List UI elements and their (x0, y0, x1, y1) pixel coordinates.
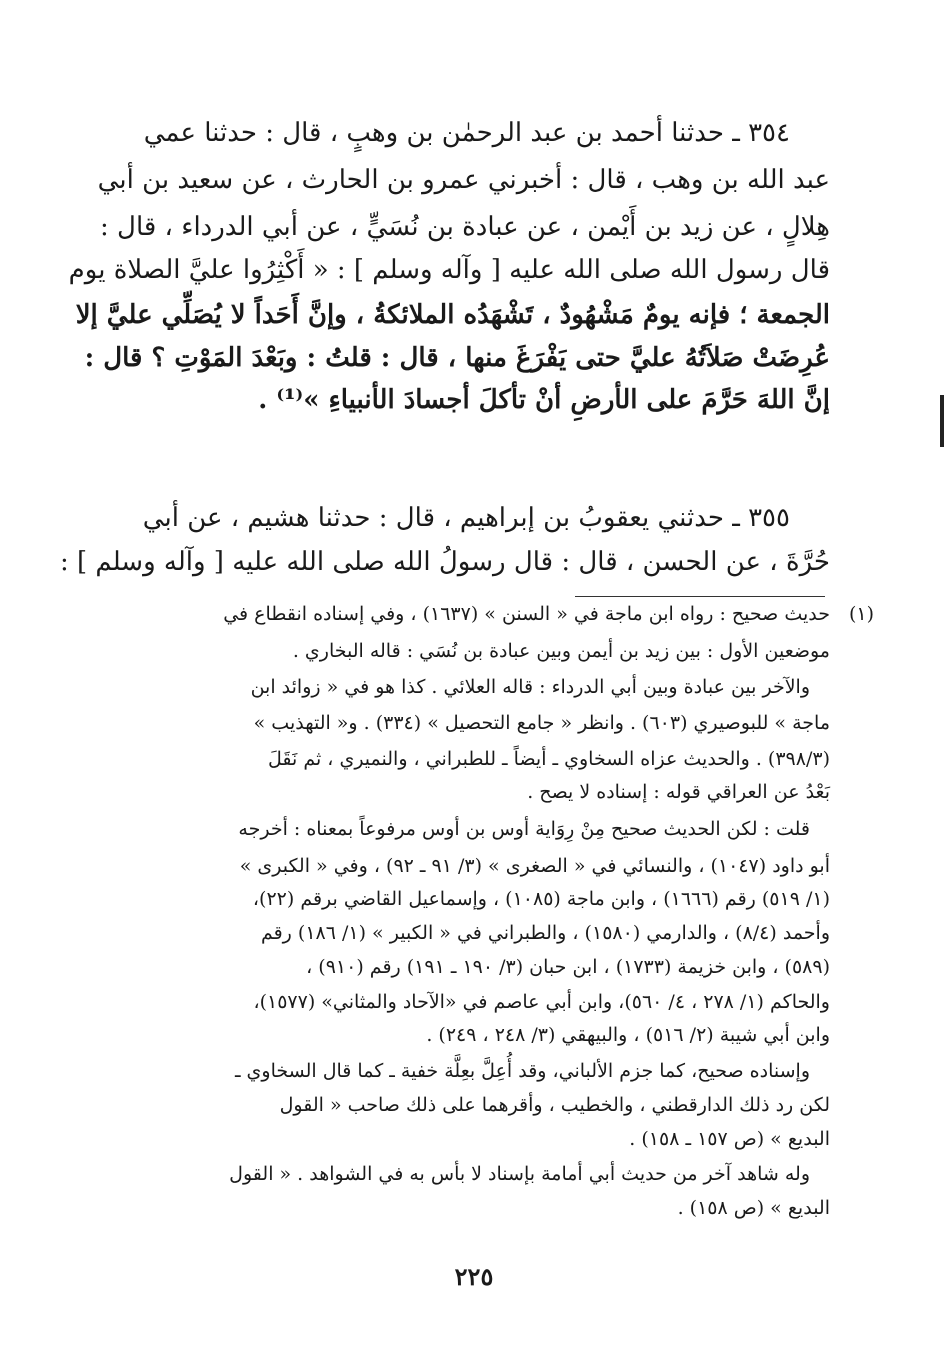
margin-mark (940, 395, 944, 447)
footnote-line: (٥٨٩) ، وابن خزيمة (١٧٣٣) ، ابن حبان (٣/ ١٩٠ ـ ١٩١) رقم (٩١٠) ، (306, 956, 830, 978)
hadith-355-line: حُرَّةَ ، عن الحسن ، قال : قال رسولُ الله صلى الله عليه [ وآله وسلم ] : (59, 547, 830, 577)
hadith-354-line: الجمعة ؛ فإنه يومٌ مَشْهُودٌ ، تَشْهَدُه الملائكةُ ، وإنَّ أَحَداً لا يُصَلِّي عليَّ إلا (75, 300, 830, 330)
hadith-354-line: ٣٥٤ ـ حدثنا أحمد بن عبد الرحمٰن بن وهبٍ ، قال : حدثنا عمي (143, 118, 790, 148)
footnote-line: ماجة » للبوصيري (٦٠٣) . وانظر « جامع التحصيل » (٣٣٤) . و« التهذيب » (253, 712, 830, 734)
footnote-line: لكن رد ذلك الدارقطني ، والخطيب ، وأقرهما على ذلك صاحب « القول (279, 1094, 830, 1116)
footnote-line: وأحمد (٨/٤) ، والدارمي (١٥٨٠) ، والطبراني في « الكبير » (١/ ١٨٦) رقم (260, 922, 830, 944)
hadith-355-line: ٣٥٥ ـ حدثني يعقوبُ بن إبراهيم ، قال : حدثنا هشيم ، عن أبي (142, 503, 790, 533)
footnote-line: وله شاهد آخر من حديث أبي أمامة بإسناد لا بأس به في الشواهد . « القول (229, 1163, 810, 1185)
hadith-354-line: عُرِضَتْ صَلاَتُهُ عليَّ حتى يَفْرَغَ منها ، قال : قلتُ : وبَعْدَ المَوْتِ ؟ قال : (84, 343, 830, 373)
hadith-354-line: قال رسول الله صلى الله عليه [ وآله وسلم ] : « أَكْثِرُوا عليَّ الصلاة يوم (68, 255, 830, 285)
footnote-line: البديع » (ص ١٥٨) . (677, 1197, 830, 1219)
footnote-line: قلت : لكن الحديث صحيح مِنْ رِوَاية أوس بن أوس مرفوعاً بمعناه : أخرجه (238, 818, 810, 840)
footnote-line: أبو داود (١٠٤٧) ، والنسائي في « الصغرى » (٣/ ٩١ ـ ٩٢) ، وفي « الكبرى » (239, 855, 830, 877)
hadith-354-line: إنَّ اللهَ حَرَّمَ على الأرضِ أنْ تأكلَ أجسادَ الأنبياءِ »⁽¹⁾ . (258, 385, 830, 415)
page-number: ٢٢٥ (454, 1262, 494, 1291)
footnote-line: والحاكم (١/ ٢٧٨ ، ٤/ ٥٦٠)، وابن أبي عاصم في «الآحاد والمثاني» (١٥٧٧)، (253, 991, 830, 1013)
footnote-line: بَعْدُ عن العراقي قوله : إسناده لا يصح . (527, 781, 830, 803)
footnote-line: حديث صحيح : رواه ابن ماجة في « السنن » (١٦٣٧) ، وفي إسناده انقطاع في (223, 603, 830, 625)
hadith-354-line: عبد الله بن وهب ، قال : أخبرني عمرو بن الحارث ، عن سعيد بن أبي (97, 165, 830, 195)
footnote-marker: (١) (848, 603, 874, 625)
footnote-separator (575, 596, 825, 597)
hadith-354-line: هِلالٍ ، عن زيد بن أَيْمن ، عن عبادة بن نُسَيٍّ ، عن أبي الدرداء ، قال : (100, 212, 830, 242)
footnote-line: وإسناده صحيح، كما جزم الألباني، وقد أُعِلَّ بعِلَّة خفية ـ كما قال السخاوي ـ (234, 1060, 810, 1082)
footnote-line: وابن أبي شيبة (٢/ ٥١٦) ، والبيهقي (٣/ ٢٤٨ ، ٢٤٩) . (426, 1024, 830, 1046)
footnote-line: موضعين الأول : بين زيد بن أيمن وبين عبادة بن نُسَي : قاله البخاري . (292, 640, 830, 662)
footnote-line: البديع » (ص ١٥٧ ـ ١٥٨) . (629, 1128, 830, 1150)
footnote-line: (١/ ٥١٩) رقم (١٦٦٦) ، وابن ماجة (١٠٨٥) ، وإسماعيل القاضي برقم (٢٢)، (252, 888, 830, 910)
footnote-line: (٣٩٨/٣) . والحديث عزاه السخاوي ـ أيضاً ـ للطبراني ، والنميري ، ثم نَقَلَ (267, 748, 830, 770)
footnote-line: والآخر بين عبادة وبين أبي الدرداء : قاله العلائي . كذا هو في « زوائد ابن (250, 676, 810, 698)
